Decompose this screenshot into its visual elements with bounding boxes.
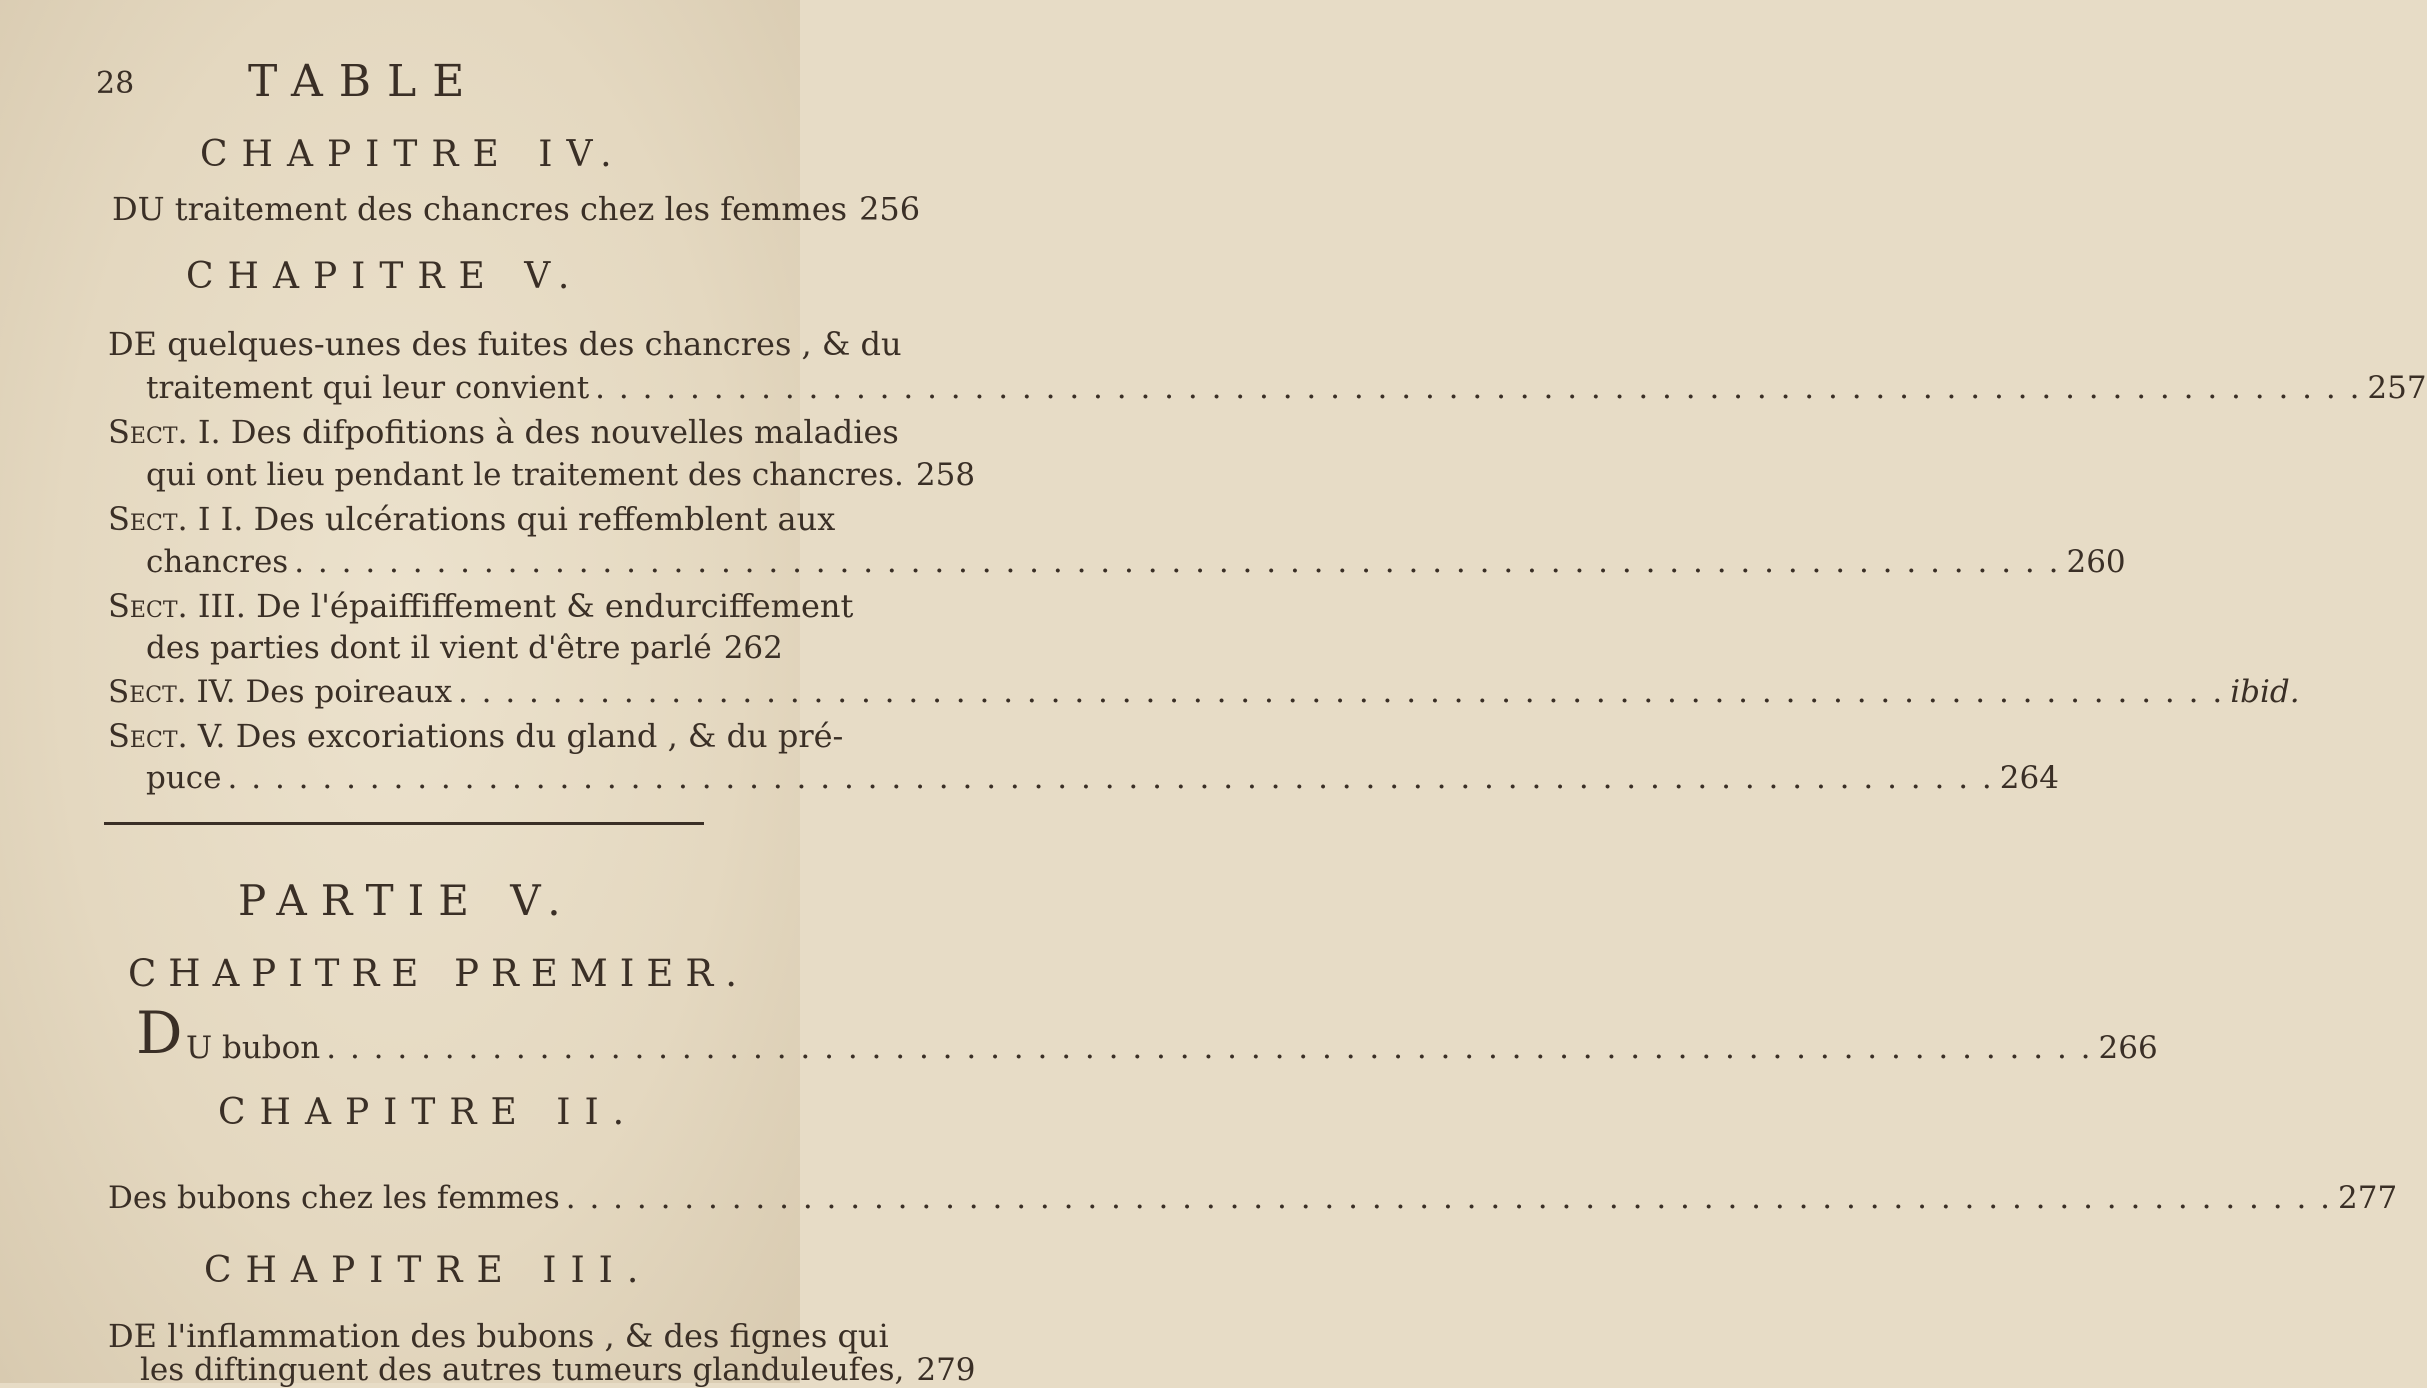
entry-title: U bubon [186,1030,321,1066]
entry-title: Des bubons chez les femmes [108,1180,560,1216]
toc-entry-chapter-3[interactable] [140,1352,976,1388]
entry-page: 258 [915,457,976,493]
chapter-v-intro-line1: DE quelques-unes des fuites des chancres , & du [108,325,902,363]
entry-page: 260 [2066,544,2126,580]
entry-page: 266 [2098,1030,2158,1066]
chapter-3-line1: DE l'inflammation des bubons , & des fignes qui [108,1317,889,1355]
leader-dots [294,544,2060,580]
toc-entry-chapter-2[interactable] [108,1180,2398,1216]
section-label: Sect. III. [108,587,246,625]
section-text: De l'épaiffiffement & endurciffement [256,587,854,625]
toc-entry-chapter-iv[interactable] [112,190,921,228]
entry-page: 264 [1999,760,2059,796]
chapter-1-heading: CHAPITRE PREMIER. [128,952,750,995]
entry-title [108,674,452,710]
chapter-2-heading: CHAPITRE II. [218,1092,639,1133]
entry-title: qui ont lieu pendant le traitement des chancres. [146,457,904,493]
leader-dots [566,1180,2332,1216]
entry-page: 256 [859,190,921,228]
entry-page: 262 [723,630,783,666]
section-text: Des poireaux [245,674,452,710]
entry-title: DU traitement des chancres chez les femmes [112,190,848,228]
entry-title: des parties dont il vient d'être parlé [146,630,712,666]
chapter-3-heading: CHAPITRE III. [204,1250,653,1291]
section-divider [104,822,704,825]
entry-title: les diftinguent des autres tumeurs glanduleufes, [140,1352,905,1388]
page-number: 28 [96,66,135,101]
leader-dots [458,674,2224,710]
chapter-iv-heading: CHAPITRE IV. [200,134,626,175]
section-3-line1 [108,587,853,625]
toc-entry-section-4[interactable] [108,674,2300,710]
leader-dots [326,1030,2092,1066]
chapter-v-heading: CHAPITRE V. [186,256,584,297]
toc-entry-section-1[interactable] [146,457,976,493]
entry-page: 279 [916,1352,976,1388]
section-label: Sect. V. [108,717,226,755]
toc-entry-section-3[interactable] [146,630,783,666]
part-v-heading: PARTIE V. [238,876,575,925]
toc-entry-section-5[interactable] [146,760,2059,796]
entry-title: puce [146,760,222,796]
section-text: Des excoriations du gland , & du pré- [235,717,844,755]
section-label: Sect. I. [108,413,221,451]
toc-entry-section-2[interactable] [146,544,2126,580]
section-5-line1 [108,717,843,755]
section-2-line1 [108,500,835,538]
section-text: Des difpofitions à des nouvelles maladies [230,413,899,451]
leader-dots [595,370,2361,406]
running-title: TABLE [248,56,481,107]
entry-page: ibid. [2230,674,2300,710]
entry-title: traitement qui leur convient [146,370,590,406]
drop-cap: D [136,999,183,1067]
section-label: Sect. IV. [108,674,236,710]
entry-page: 277 [2338,1180,2398,1216]
entry-title: chancres [146,544,289,580]
section-1-line1 [108,413,899,451]
entry-page: 257 [2367,370,2427,406]
section-text: Des ulcérations qui reffemblent aux [253,500,836,538]
leader-dots [228,760,1994,796]
toc-entry-chapter-1[interactable] [186,1030,2158,1066]
section-label: Sect. I I. [108,500,244,538]
toc-entry-chapter-v-intro[interactable] [146,370,2427,406]
